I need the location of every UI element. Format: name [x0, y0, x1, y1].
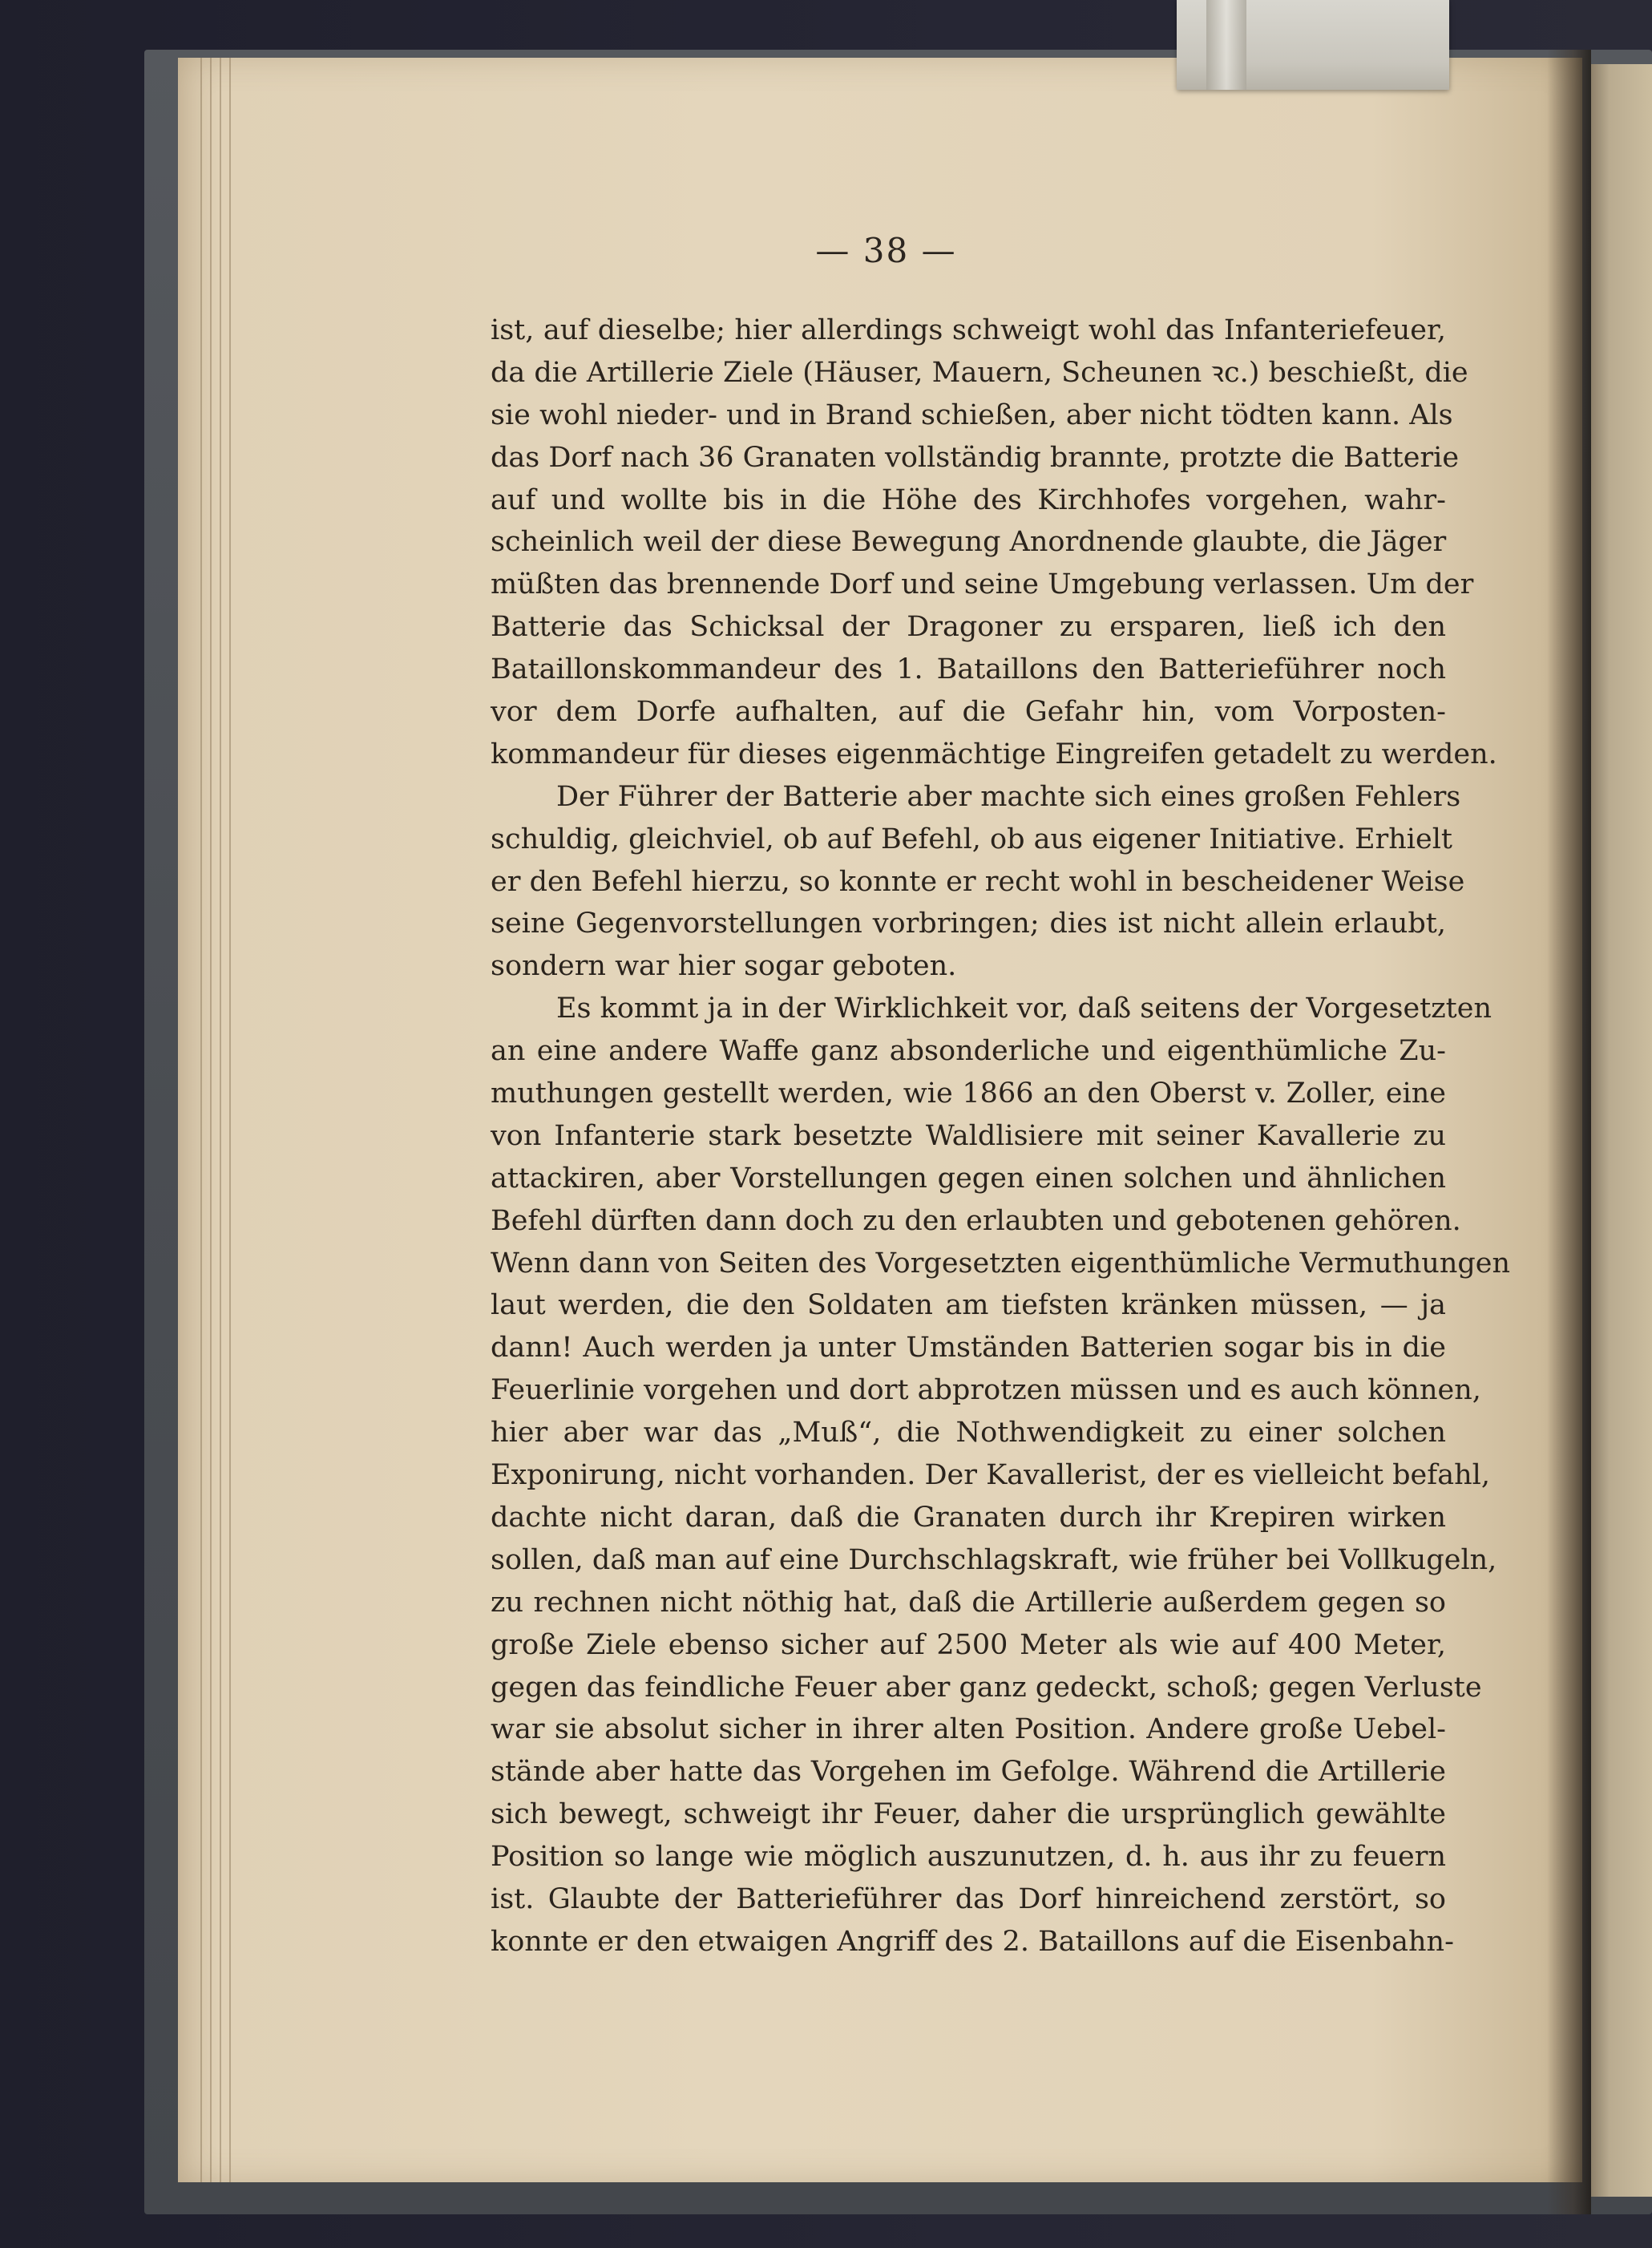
- page-number: [0, 231, 1652, 270]
- text-line: laut werden, die den Soldaten am tiefsten kränken müssen, — ja: [491, 1289, 1446, 1322]
- text-line: Der Führer der Batterie aber machte sich eines großen Fehlers: [556, 780, 1461, 813]
- text-line: Wenn dann von Seiten des Vorgesetzten eigenthümliche Vermuthungen: [491, 1247, 1511, 1280]
- text-line: sie wohl nieder- und in Brand schießen, aber nicht tödten kann. Als: [491, 398, 1453, 431]
- text-line: Position so lange wie möglich auszunutzen, d. h. aus ihr zu feuern: [491, 1841, 1446, 1874]
- text-line: Exponirung, nicht vorhanden. Der Kavallerist, der es vielleicht befahl,: [491, 1459, 1490, 1492]
- text-line: auf und wollte bis in die Höhe des Kirchhofes vorgehen, wahr-: [491, 483, 1446, 516]
- text-line: Befehl dürften dann doch zu den erlaubten und gebotenen gehören.: [491, 1204, 1461, 1237]
- text-line: kommandeur für dieses eigenmächtige Eingreifen getadelt zu werden.: [491, 738, 1497, 770]
- text-line: konnte er den etwaigen Angriff des 2. Bataillons auf die Eisenbahn-: [491, 1925, 1454, 1958]
- text-line: da die Artillerie Ziele (Häuser, Mauern, Scheunen ꝛc.) beschießt, die: [491, 356, 1468, 389]
- text-line: stände aber hatte das Vorgehen im Gefolge. Während die Artillerie: [491, 1756, 1446, 1789]
- text-line: große Ziele ebenso sicher auf 2500 Meter als wie auf 400 Meter,: [491, 1628, 1446, 1661]
- text-line: Bataillonskommandeur des 1. Bataillons den Batterieführer noch: [491, 653, 1446, 686]
- text-line: vor dem Dorfe aufhalten, auf die Gefahr hin, vom Vorposten-: [491, 696, 1446, 729]
- page-edge-line: [229, 58, 231, 2182]
- page-edge-line: [220, 58, 221, 2182]
- text-line: zu rechnen nicht nöthig hat, daß die Artillerie außerdem gegen so: [491, 1586, 1446, 1619]
- text-line: muthungen gestellt werden, wie 1866 an den Oberst v. Zoller, eine: [491, 1078, 1446, 1110]
- text-line: schuldig, gleichviel, ob auf Befehl, ob aus eigener Initiative. Erhielt: [491, 823, 1452, 855]
- text-line: dann! Auch werden ja unter Umständen Batterien sogar bis in die: [491, 1332, 1446, 1365]
- page-number-text: — 38 —: [815, 231, 957, 270]
- text-line: hier aber war das „Muß“, die Nothwendigkeit zu einer solchen: [491, 1417, 1446, 1449]
- page-edge-line: [200, 58, 202, 2182]
- body-text: [491, 309, 1511, 1963]
- text-line: müßten das brennende Dorf und seine Umgebung verlassen. Um der: [491, 568, 1474, 601]
- text-line: sich bewegt, schweigt ihr Feuer, daher die ursprünglich gewählte: [491, 1798, 1446, 1831]
- text-line: ist. Glaubte der Batterieführer das Dorf hinreichend zerstört, so: [491, 1882, 1446, 1915]
- text-line: scheinlich weil der diese Bewegung Anordnende glaubte, die Jäger: [491, 526, 1447, 559]
- tape-fold: [1206, 0, 1246, 90]
- page-gutter-shadow: [1547, 50, 1591, 2214]
- text-line: attackiren, aber Vorstellungen gegen einen solchen und ähnlichen: [491, 1162, 1446, 1195]
- text-line: dachte nicht daran, daß die Granaten durch ihr Krepiren wirken: [491, 1501, 1446, 1534]
- text-line: Batterie das Schicksal der Dragoner zu ersparen, ließ ich den: [491, 611, 1446, 644]
- text-line: er den Befehl hierzu, so konnte er recht wohl in bescheidener Weise: [491, 865, 1465, 898]
- text-line: an eine andere Waffe ganz absonderliche und eigenthümliche Zu-: [491, 1035, 1446, 1068]
- text-line: von Infanterie stark besetzte Waldlisiere mit seiner Kavallerie zu: [491, 1119, 1446, 1152]
- text-line: das Dorf nach 36 Granaten vollständig brannte, protzte die Batterie: [491, 441, 1460, 474]
- page-edge-line: [210, 58, 212, 2182]
- text-line: sollen, daß man auf eine Durchschlagskraft, wie früher bei Vollkugeln,: [491, 1543, 1497, 1576]
- text-line: Es kommt ja in der Wirklichkeit vor, daß seitens der Vorgesetzten: [556, 993, 1492, 1025]
- text-line: Feuerlinie vorgehen und dort abprotzen müssen und es auch können,: [491, 1374, 1481, 1407]
- text-line: seine Gegenvorstellungen vorbringen; dies ist nicht allein erlaubt,: [491, 908, 1446, 940]
- text-line: gegen das feindliche Feuer aber ganz gedeckt, schoß; gegen Verluste: [491, 1671, 1482, 1704]
- text-line: ist, auf dieselbe; hier allerdings schweigt wohl das Infanteriefeuer,: [491, 314, 1446, 346]
- facing-page-sliver: [1591, 64, 1652, 2197]
- text-line: war sie absolut sicher in ihrer alten Position. Andere große Uebel-: [491, 1713, 1446, 1746]
- text-line: sondern war hier sogar geboten.: [491, 950, 957, 983]
